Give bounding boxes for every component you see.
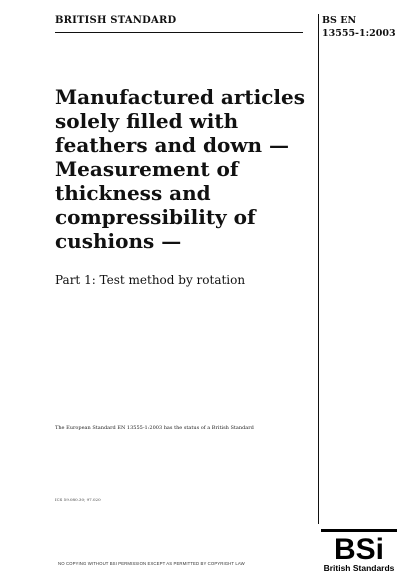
designation-line-2: 13555-1:2003 — [322, 28, 396, 39]
status-note: The European Standard EN 13555-1:2003 has the status of a British Standard — [55, 425, 254, 431]
header-standard-type: BRITISH STANDARD — [55, 15, 177, 26]
document-subtitle: Part 1: Test method by rotation — [55, 273, 246, 287]
vertical-rule — [318, 14, 319, 524]
document-title: Manufactured articles solely filled with feathers and down — Measurement of thickness and compressibility of cushions — — [55, 85, 305, 253]
header-rule — [55, 32, 303, 33]
bsi-logo-mark: BSi — [333, 533, 385, 566]
bsi-logo — [317, 529, 397, 574]
ics-code: ICS 59.080.30; 97.020 — [55, 497, 101, 502]
standard-designation — [322, 14, 396, 40]
bsi-logo-caption: British Standards — [323, 563, 395, 573]
copyright-notice: NO COPYING WITHOUT BSI PERMISSION EXCEPT AS PERMITTED BY COPYRIGHT LAW — [58, 561, 245, 566]
designation-line-1: BS EN — [322, 15, 357, 26]
